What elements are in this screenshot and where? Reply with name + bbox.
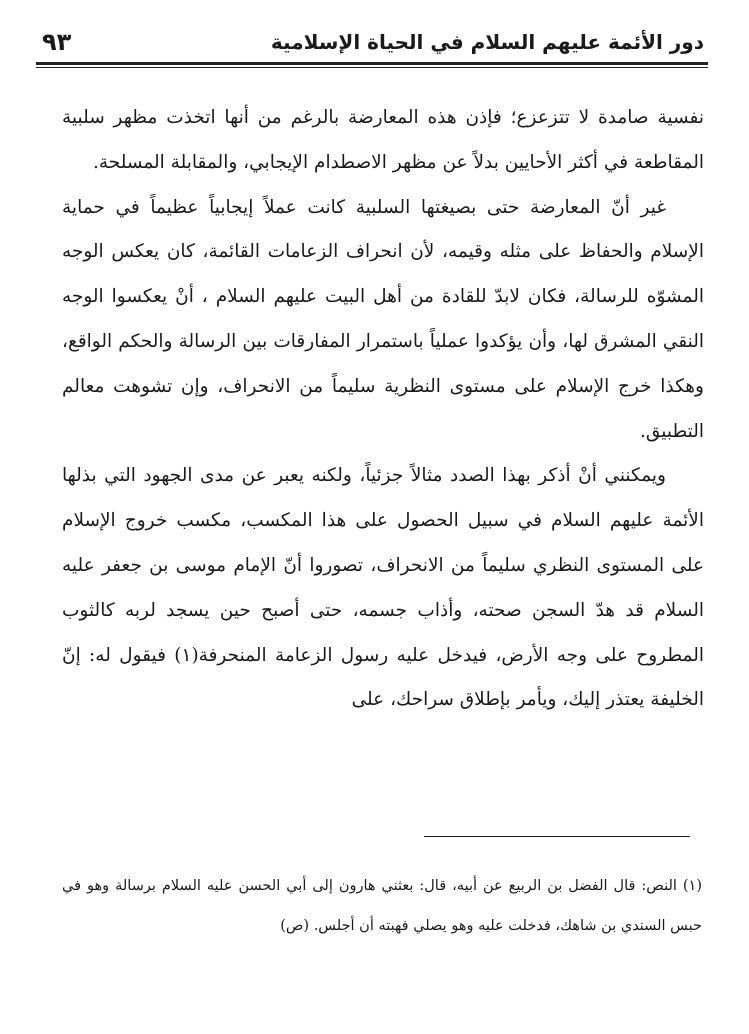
footnote-separator	[424, 836, 690, 837]
paragraph-2: غير أنّ المعارضة حتى بصيغتها السلبية كانت عملاً إيجابياً عظيماً في حماية الإسلام والحفاظ على مثله وقيمه، لأن انحراف الزعامات القائمة، كان يعكس الوجه المشوّه للرسالة، فكان لابدّ للقادة من أهل البيت عليهم السلام ، أنْ يعكسوا الوجه النقي المشرق لها، وأن يؤكدوا عملياً باستمرار المفارقات بين الرسالة والحكم الواقع، وهكذا خرج الإسلام على مستوى النظرية سليماً من الانحراف، وإن تشوهت معالم التطبيق.	[62, 196, 704, 442]
header-rule-thick	[36, 62, 708, 65]
footnote-1: (١) النص: قال الفضل بن الربيع عن أبيه، قال: بعثني هارون إلى أبي الحسن عليه السلام برسالة وهو في حبس السندي بن شاهك، فدخلت عليه وهو يصلي فهبته أن أجلس. (ص)	[62, 878, 702, 934]
footnotes	[62, 866, 702, 946]
main-text	[62, 96, 704, 723]
page-header	[36, 26, 708, 62]
paragraph-3: ويمكنني أنْ أذكر بهذا الصدد مثالاً جزئياً، ولكنه يعبر عن مدى الجهود التي بذلها الأئمة عليهم السلام في سبيل الحصول على هذا المكسب، مكسب خروج الإسلام على المستوى النظري سليماً من الانحراف، تصوروا أنّ الإمام موسى بن جعفر عليه السلام قد هدّ السجن صحته، وأذاب جسمه، حتى أصبح حين يسجد لربه كالثوب المطروح على وجه الأرض، فيدخل عليه رسول الزعامة المنحرفة(١) فيقول له: إنّ الخليفة يعتذر إليك، ويأمر بإطلاق سراحك، على	[62, 465, 705, 711]
header-rule-thin	[36, 67, 708, 68]
running-title: دور الأئمة عليهم السلام في الحياة الإسلامية	[270, 30, 704, 54]
page-number: ٩٣	[42, 28, 72, 56]
paragraph-1: نفسية صامدة لا تتزعزع؛ فإذن هذه المعارضة بالرغم من أنها اتخذت مظهر سلبية المقاطعة في أكثر الأحايين بدلاً عن مظهر الاصطدام الإيجابي، والمقابلة المسلحة.	[62, 107, 704, 173]
